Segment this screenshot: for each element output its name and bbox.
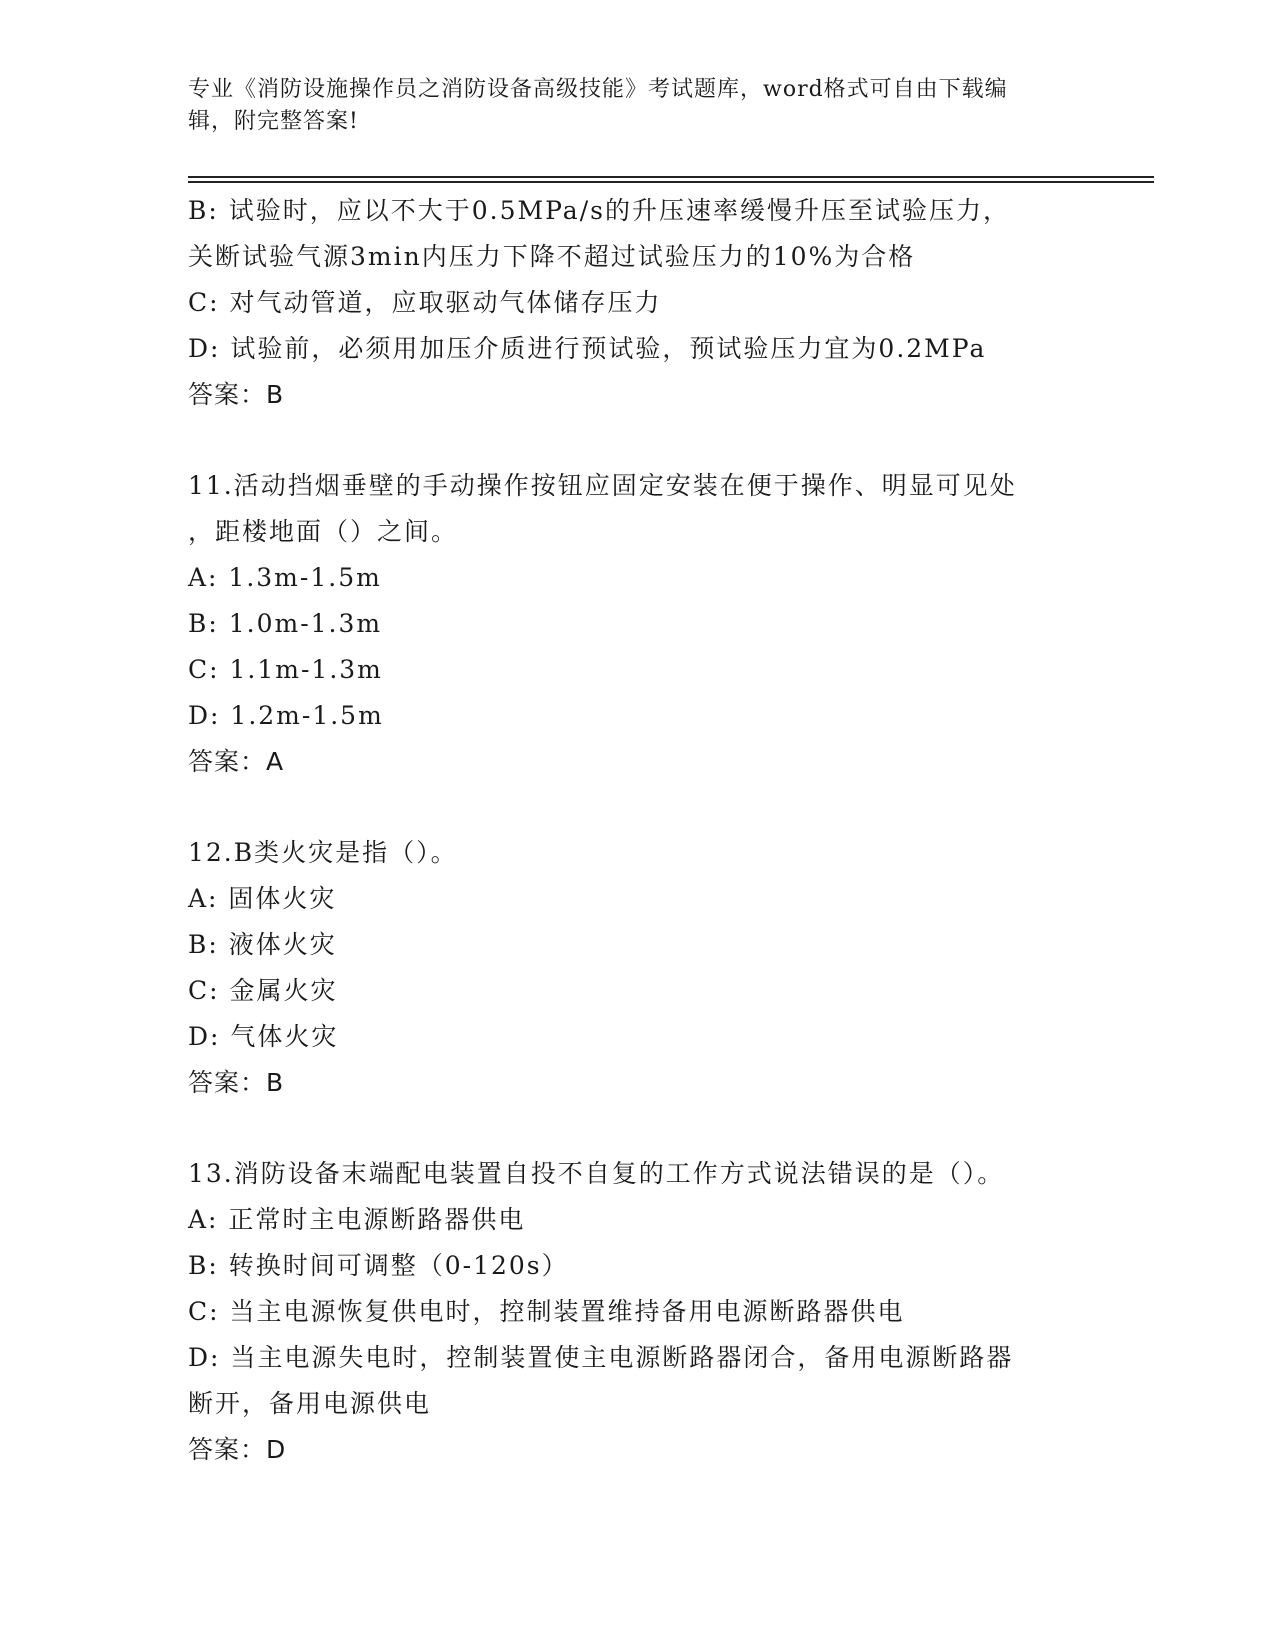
option-a: A: 1.3m-1.5m [188,563,382,592]
question-12 [188,830,1088,1106]
option-d: D: 当主电源失电时，控制装置使主电源断路器闭合，备用电源断路器 [188,1343,1014,1372]
option-b: B: 1.0m-1.3m [188,609,383,638]
header-rule-top [188,176,1154,178]
option-d-continuation: 断开，备用电源供电 [188,1389,432,1418]
option-a: A: 正常时主电源断路器供电 [188,1205,526,1234]
document-header [188,74,1068,138]
header-line-2: 辑，附完整答案! [188,109,359,134]
spacer [188,418,1088,463]
question-13 [188,1151,1088,1473]
answer-line: 答案：B [188,380,285,409]
option-c: C: 1.1m-1.3m [188,655,383,684]
option-b-line-1: B: 试验时，应以不大于0.5MPa/s的升压速率缓慢升压至试验压力， [188,196,1010,225]
question-content [188,188,1088,1473]
option-d: D: 试验前，必须用加压介质进行预试验，预试验压力宜为0.2MPa [188,334,987,363]
spacer [188,1106,1088,1151]
header-line-1: 专业《消防设施操作员之消防设备高级技能》考试题库，word格式可自由下载编 [188,77,1008,102]
option-d: D: 气体火灾 [188,1022,339,1051]
question-stem-line: ，距楼地面（）之间。 [188,517,459,546]
continued-question [188,188,1088,418]
option-b-line-2: 关断试验气源3min内压力下降不超过试验压力的10%为合格 [188,242,916,271]
option-a: A: 固体火灾 [188,884,337,913]
answer-line: 答案：D [188,1435,287,1464]
option-b: B: 转换时间可调整（0-120s） [188,1251,569,1280]
spacer [188,785,1088,830]
header-rule-bottom [188,181,1154,183]
question-stem-line: 12.B类火灾是指（）。 [188,838,458,867]
question-stem-line: 13.消防设备末端配电装置自投不自复的工作方式说法错误的是（）。 [188,1159,1005,1188]
option-c: C: 对气动管道，应取驱动气体储存压力 [188,288,662,317]
option-c: C: 金属火灾 [188,976,338,1005]
question-stem-line: 11.活动挡烟垂壁的手动操作按钮应固定安装在便于操作、明显可见处 [188,471,1017,500]
option-d: D: 1.2m-1.5m [188,701,384,730]
answer-line: 答案：B [188,1068,285,1097]
option-c: C: 当主电源恢复供电时，控制装置维持备用电源断路器供电 [188,1297,905,1326]
question-11 [188,463,1088,785]
option-b: B: 液体火灾 [188,930,337,959]
answer-line: 答案：A [188,747,285,776]
